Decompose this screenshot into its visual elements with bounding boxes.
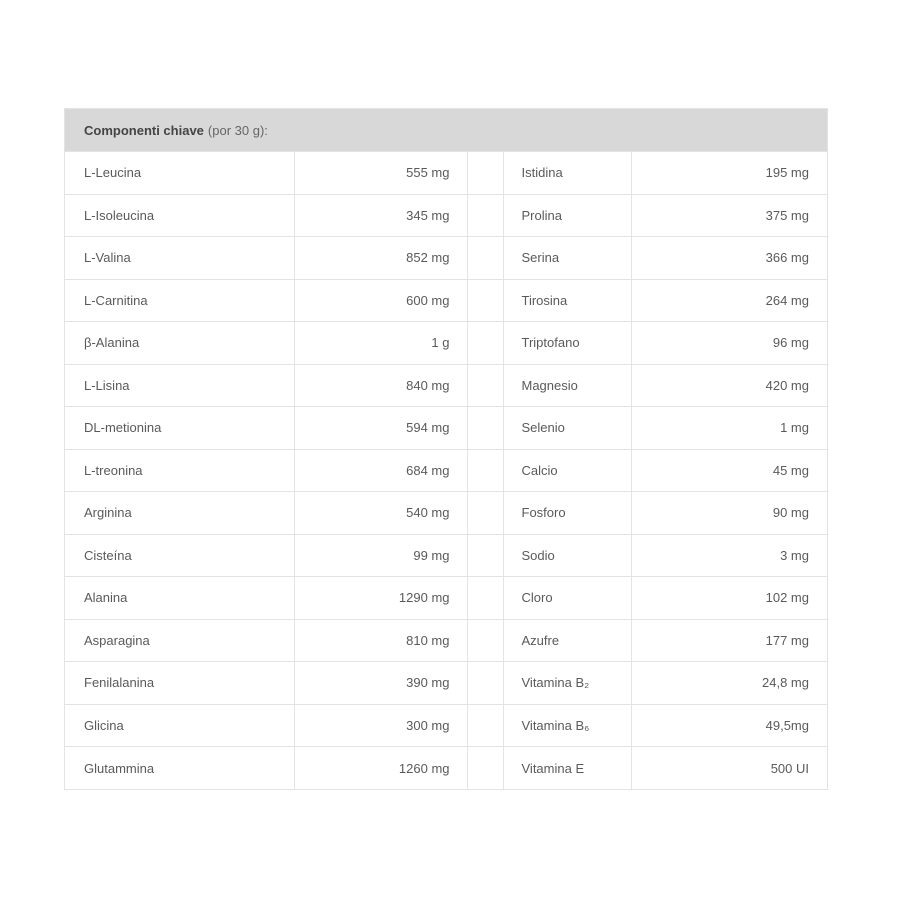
nutrient-value-right: 102 mg xyxy=(631,577,827,620)
nutrient-name-right: Sodio xyxy=(503,534,631,577)
table-row xyxy=(65,577,827,620)
table-row xyxy=(65,152,827,195)
nutrient-name-left: Fenilalanina xyxy=(65,662,294,705)
table-row xyxy=(65,322,827,365)
nutrient-name-left: Cisteína xyxy=(65,534,294,577)
nutrient-value-left: 1260 mg xyxy=(294,747,467,790)
nutrient-name-right: Istidina xyxy=(503,152,631,195)
column-spacer xyxy=(467,492,503,535)
nutrient-name-left: Glicina xyxy=(65,704,294,747)
nutrient-value-right: 96 mg xyxy=(631,322,827,365)
nutrient-value-left: 540 mg xyxy=(294,492,467,535)
nutrient-name-left: L-Valina xyxy=(65,237,294,280)
nutrient-value-right: 90 mg xyxy=(631,492,827,535)
table-row xyxy=(65,619,827,662)
column-spacer xyxy=(467,449,503,492)
nutrient-value-right: 500 UI xyxy=(631,747,827,790)
nutrient-name-right: Calcio xyxy=(503,449,631,492)
nutrient-name-left: β-Alanina xyxy=(65,322,294,365)
nutrient-name-left: DL-metionina xyxy=(65,407,294,450)
nutrient-name-left: L-Leucina xyxy=(65,152,294,195)
table-header-serving: (por 30 g): xyxy=(207,122,268,138)
nutrient-value-left: 555 mg xyxy=(294,152,467,195)
nutrient-value-left: 300 mg xyxy=(294,704,467,747)
table-row xyxy=(65,237,827,280)
nutrient-name-right: Triptofano xyxy=(503,322,631,365)
column-spacer xyxy=(467,534,503,577)
nutrient-name-right: Tirosina xyxy=(503,279,631,322)
column-spacer xyxy=(467,407,503,450)
column-spacer xyxy=(467,662,503,705)
nutrient-name-right: Fosforo xyxy=(503,492,631,535)
table-row xyxy=(65,279,827,322)
column-spacer xyxy=(467,194,503,237)
table-header xyxy=(65,109,827,151)
column-spacer xyxy=(467,279,503,322)
table-row xyxy=(65,492,827,535)
nutrient-name-right: Vitamina B₂ xyxy=(503,662,631,705)
nutrient-name-right: Prolina xyxy=(503,194,631,237)
nutrient-value-right: 195 mg xyxy=(631,152,827,195)
nutrient-value-left: 840 mg xyxy=(294,364,467,407)
table-header-title: Componenti chiave xyxy=(84,122,204,138)
nutrient-value-left: 684 mg xyxy=(294,449,467,492)
column-spacer xyxy=(467,704,503,747)
table-row xyxy=(65,534,827,577)
nutrient-value-right: 49,5mg xyxy=(631,704,827,747)
nutrient-value-right: 1 mg xyxy=(631,407,827,450)
nutrient-value-left: 390 mg xyxy=(294,662,467,705)
nutrient-value-right: 264 mg xyxy=(631,279,827,322)
nutrient-name-right: Cloro xyxy=(503,577,631,620)
nutrient-value-left: 345 mg xyxy=(294,194,467,237)
table-row xyxy=(65,194,827,237)
table-row xyxy=(65,364,827,407)
table-row xyxy=(65,407,827,450)
nutrient-grid xyxy=(65,151,827,789)
table-row xyxy=(65,662,827,705)
nutrient-name-right: Azufre xyxy=(503,619,631,662)
nutrient-value-left: 594 mg xyxy=(294,407,467,450)
column-spacer xyxy=(467,322,503,365)
nutrient-value-left: 852 mg xyxy=(294,237,467,280)
nutrient-value-left: 99 mg xyxy=(294,534,467,577)
nutrient-name-right: Selenio xyxy=(503,407,631,450)
column-spacer xyxy=(467,577,503,620)
table-row xyxy=(65,747,827,790)
column-spacer xyxy=(467,152,503,195)
nutrient-value-right: 45 mg xyxy=(631,449,827,492)
nutrient-value-left: 1 g xyxy=(294,322,467,365)
nutrient-name-left: L-Lisina xyxy=(65,364,294,407)
nutrient-name-right: Vitamina B₆ xyxy=(503,704,631,747)
nutrient-name-right: Magnesio xyxy=(503,364,631,407)
nutrient-value-left: 810 mg xyxy=(294,619,467,662)
nutrient-value-left: 600 mg xyxy=(294,279,467,322)
nutrient-value-right: 3 mg xyxy=(631,534,827,577)
nutrient-name-left: Asparagina xyxy=(65,619,294,662)
column-spacer xyxy=(467,747,503,790)
nutrient-name-left: L-treonina xyxy=(65,449,294,492)
column-spacer xyxy=(467,237,503,280)
nutrient-name-left: L-Isoleucina xyxy=(65,194,294,237)
table-row xyxy=(65,704,827,747)
nutrient-name-left: Arginina xyxy=(65,492,294,535)
nutrient-grid-body xyxy=(65,152,827,790)
nutrient-name-left: L-Carnitina xyxy=(65,279,294,322)
nutrient-value-left: 1290 mg xyxy=(294,577,467,620)
column-spacer xyxy=(467,619,503,662)
nutrient-name-left: Alanina xyxy=(65,577,294,620)
nutrient-name-right: Serina xyxy=(503,237,631,280)
nutrient-value-right: 420 mg xyxy=(631,364,827,407)
nutrient-value-right: 375 mg xyxy=(631,194,827,237)
table-row xyxy=(65,449,827,492)
nutrient-value-right: 24,8 mg xyxy=(631,662,827,705)
column-spacer xyxy=(467,364,503,407)
nutrient-value-right: 177 mg xyxy=(631,619,827,662)
nutrient-name-right: Vitamina E xyxy=(503,747,631,790)
nutrient-table xyxy=(64,108,828,790)
nutrient-value-right: 366 mg xyxy=(631,237,827,280)
nutrient-name-left: Glutammina xyxy=(65,747,294,790)
